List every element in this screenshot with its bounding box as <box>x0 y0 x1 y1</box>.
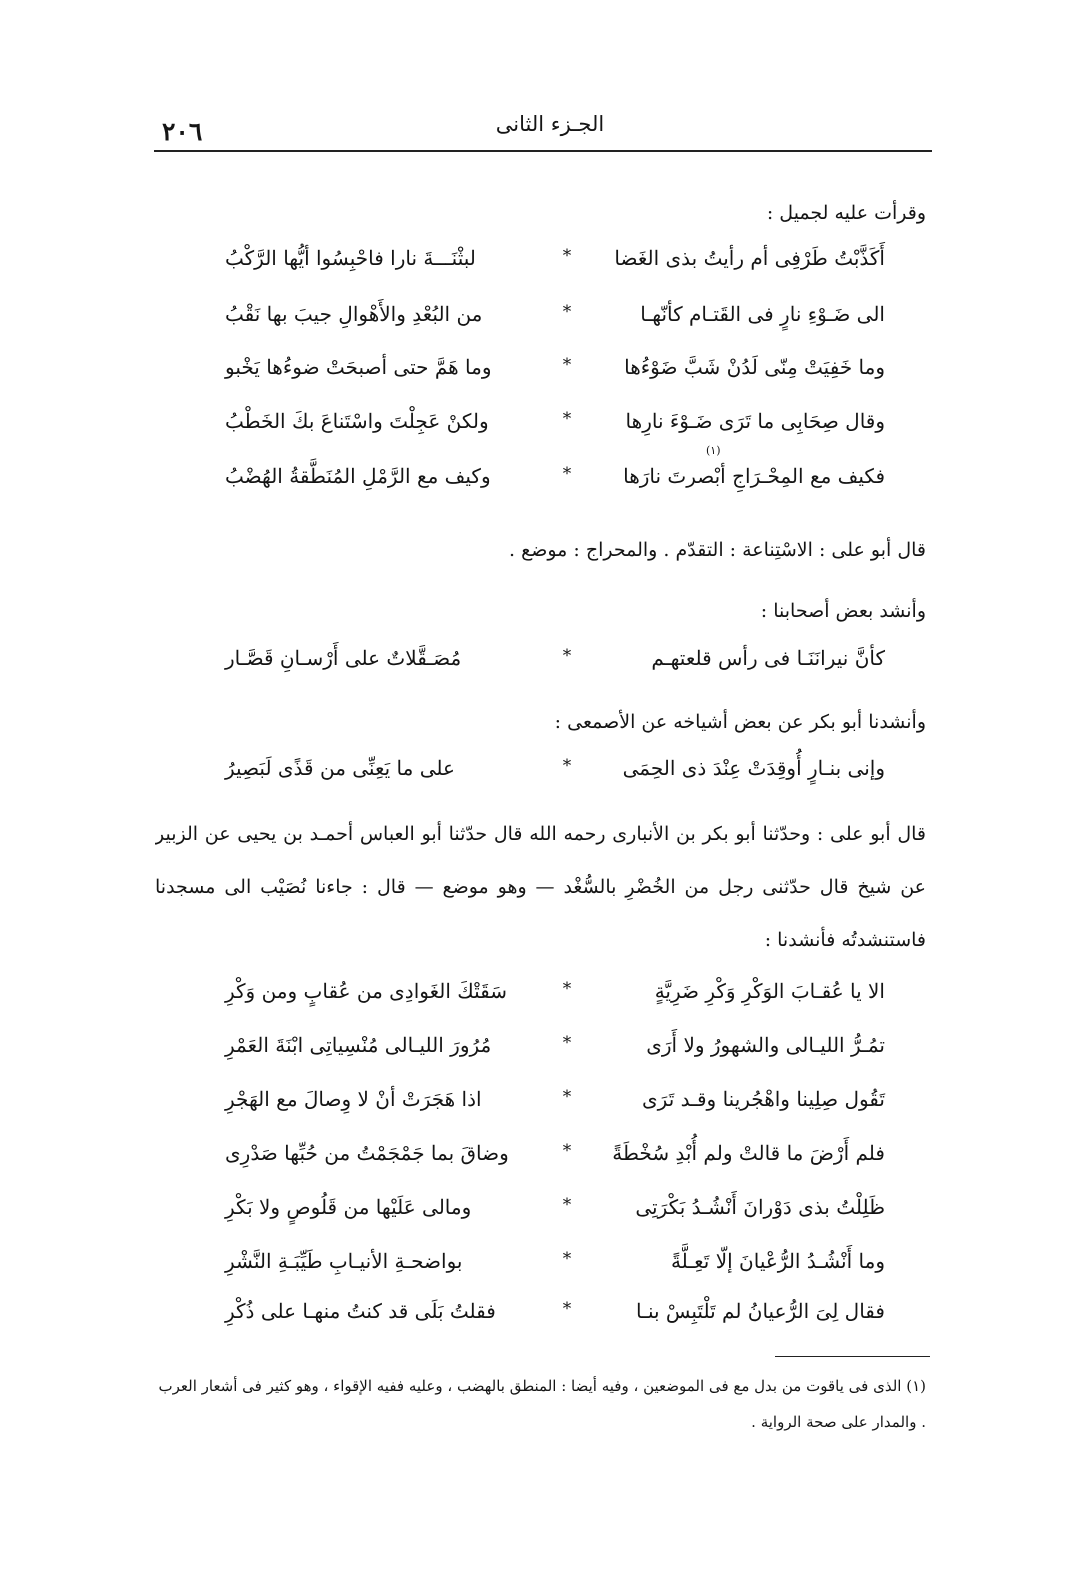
verse-first-hemistich: كأنَّ نيرانَنَـا فى رأس قلعتهـم <box>651 646 885 670</box>
verse-first-hemistich: ظَلِلْتُ بذى دَوْرانَ أَنْشُـدُ بَكْرَتِى <box>635 1195 885 1219</box>
verse-first-hemistich: الى ضَـوْءِ نارٍ فى القَتـام كأنّهـا <box>640 302 885 326</box>
running-title: الجـزء الثانى <box>495 112 605 136</box>
verse-separator: * <box>562 979 572 999</box>
verse-first-hemistich: فلم أَرْضَ ما قالتْ ولم أُبْدِ سُخْطَةً <box>612 1141 885 1165</box>
verse-separator: * <box>562 1195 572 1215</box>
verse-second-hemistich: اذا هَجَرَتْ أنْ لا وِصالَ مع الهَجْرِ <box>225 1087 482 1111</box>
verse-separator: * <box>562 1141 572 1161</box>
verse-separator: * <box>562 646 572 666</box>
verse-second-hemistich: على ما يَعِنِّى من قَذًى لَبَصِيرُ <box>225 756 455 780</box>
verse-second-hemistich: وما هَمَّ حتى أصبحَتْ ضوءُها يَخْبو <box>225 355 492 379</box>
verse-second-hemistich: وضاقَ بما جَمْجَمْتُ من حُبِّها صَدْرِى <box>225 1141 509 1165</box>
verse-line <box>225 1027 885 1073</box>
verse-separator: * <box>562 756 572 776</box>
verse-line <box>225 1081 885 1127</box>
verse-line <box>225 296 885 342</box>
verse-first-hemistich: تمُـرُّ الليـالى والشهورُ ولا أَرَى <box>646 1033 885 1057</box>
verse-separator: * <box>562 246 572 266</box>
verse-second-hemistich: فقلتُ بَلَى قد كنتُ منهـا على ذُكْرِ <box>225 1299 496 1323</box>
verse-separator: * <box>562 1249 572 1269</box>
verse-line <box>225 973 885 1019</box>
verse-line <box>225 349 885 395</box>
verse-separator: * <box>562 464 572 484</box>
verse-separator: * <box>562 1299 572 1319</box>
verse-line <box>225 640 885 686</box>
verse-second-hemistich: سَقَتْكَ الغَوادِى من عُقابٍ ومن وَكْرِ <box>225 979 508 1003</box>
verse-separator: * <box>562 1033 572 1053</box>
section-intro: وأنشدنا أبو بكر عن بعض أشياخه عن الأصمعى : <box>554 711 926 733</box>
verse-first-hemistich: وما أَنْشُـدُ الرُّعْيانَ إلّا تَعِـلَّةً <box>670 1249 885 1273</box>
verse-line <box>225 1135 885 1181</box>
verse-first-hemistich: وإنى بنـارٍ أُوقِدَتْ عِنْدَ ذى الحِمَى <box>622 756 885 780</box>
verse-line <box>225 1293 885 1339</box>
verse-line <box>225 240 885 286</box>
verse-first-hemistich: وقال صِحَابِى ما تَرَى ضَـوْءَ نارِها <box>625 409 885 433</box>
verse-second-hemistich: مُرُورَ الليـالى مُنْسِياتِى ابْنَةَ العَمْرِ <box>225 1033 492 1057</box>
verse-second-hemistich: ولكنْ عَجِلْتَ واسْتَناعَ بكَ الخَطْبُ <box>225 409 489 433</box>
verse-first-hemistich: الا يا عُقـابَ الوَكْرِ وَكْرِ ضَرِيَّةٍ <box>654 979 885 1003</box>
verse-first-hemistich: أَكَذَّبْتُ طَرْفِى أم رأيتُ بذى الغَضا <box>614 246 885 270</box>
verse-separator: * <box>562 302 572 322</box>
verse-second-hemistich: من البُعْدِ والأَهْوالِ جيبَ بها نَقْبُ <box>225 302 483 326</box>
narration-paragraph: قال أبو على : وحدّثنا أبو بكر بن الأنبارى رحمه الله قال حدّثنا أبو العباس أحمـد بن يحيى عن الزبير عن شيخ قال حدّثنى رجل من الخُضْرِ بالسُّغْد — وهو موضع — قال : جاءنا نُصَيْب الى مسجدنا فاستنشدتُه فأنشدنا : <box>155 823 926 951</box>
verse-line <box>225 750 885 796</box>
verse-separator: * <box>562 1087 572 1107</box>
section-intro: وقرأت عليه لجميل : <box>766 202 926 224</box>
footnote: (١) الذى فى ياقوت من بدل مع فى الموضعين ، وفيه أيضا : المنطق بالهضب ، وعليه ففيه الإقواء ، وهو كثير فى أشعار العرب . والمدار على صحة الرواية . <box>158 1377 926 1431</box>
verse-separator: * <box>562 355 572 375</box>
page-number: ٢٠٦ <box>162 117 203 146</box>
verse-first-hemistich: تَقُول صِلِينا واهْجُرينا وقـد تَرَى <box>642 1087 885 1111</box>
verse-second-hemistich: وكيف مع الرَّمْلِ المُنَطَّقةُ الهُضْبُ <box>225 464 491 488</box>
verse-line <box>225 458 885 504</box>
section-intro: وأنشد بعض أصحابنا : <box>760 600 926 622</box>
lexical-note: قال أبو على : الاسْتِناعة : التقدّم . والمحراج : موضع . <box>509 539 926 561</box>
footnote-marker: (١) <box>706 444 721 457</box>
verse-separator: * <box>562 409 572 429</box>
verse-line <box>225 1189 885 1235</box>
verse-first-hemistich: وما خَفِيَتْ مِنّى لَدُنْ شَبَّ ضَوْءُها <box>624 355 885 379</box>
verse-first-hemistich: فكيف مع المِحْـرَاجِ أبْصرتَ نارَها <box>623 464 885 488</box>
header-rule <box>154 150 932 152</box>
verse-second-hemistich: بواضحـةِ الأنيـابِ طَيِّبَـةِ النَّشْرِ <box>225 1249 463 1273</box>
verse-second-hemistich: لبثْنَـــةَ نارا فاحْبِسُوا أيُّها الرَّكْبُ <box>225 246 476 270</box>
verse-line <box>225 1243 885 1289</box>
verse-second-hemistich: مُصَـقَّلاتٌ على أَرْسـانِ قَصَّـار <box>225 646 462 670</box>
verse-first-hemistich: فقال لِىَ الرُّعيانُ لم تَلْتَبِسْ بنـا <box>635 1299 885 1323</box>
footnote-rule <box>775 1356 930 1357</box>
verse-second-hemistich: ومالى عَلَيْها من قَلُوصٍ ولا بَكْرِ <box>225 1195 472 1219</box>
verse-line <box>225 403 885 449</box>
